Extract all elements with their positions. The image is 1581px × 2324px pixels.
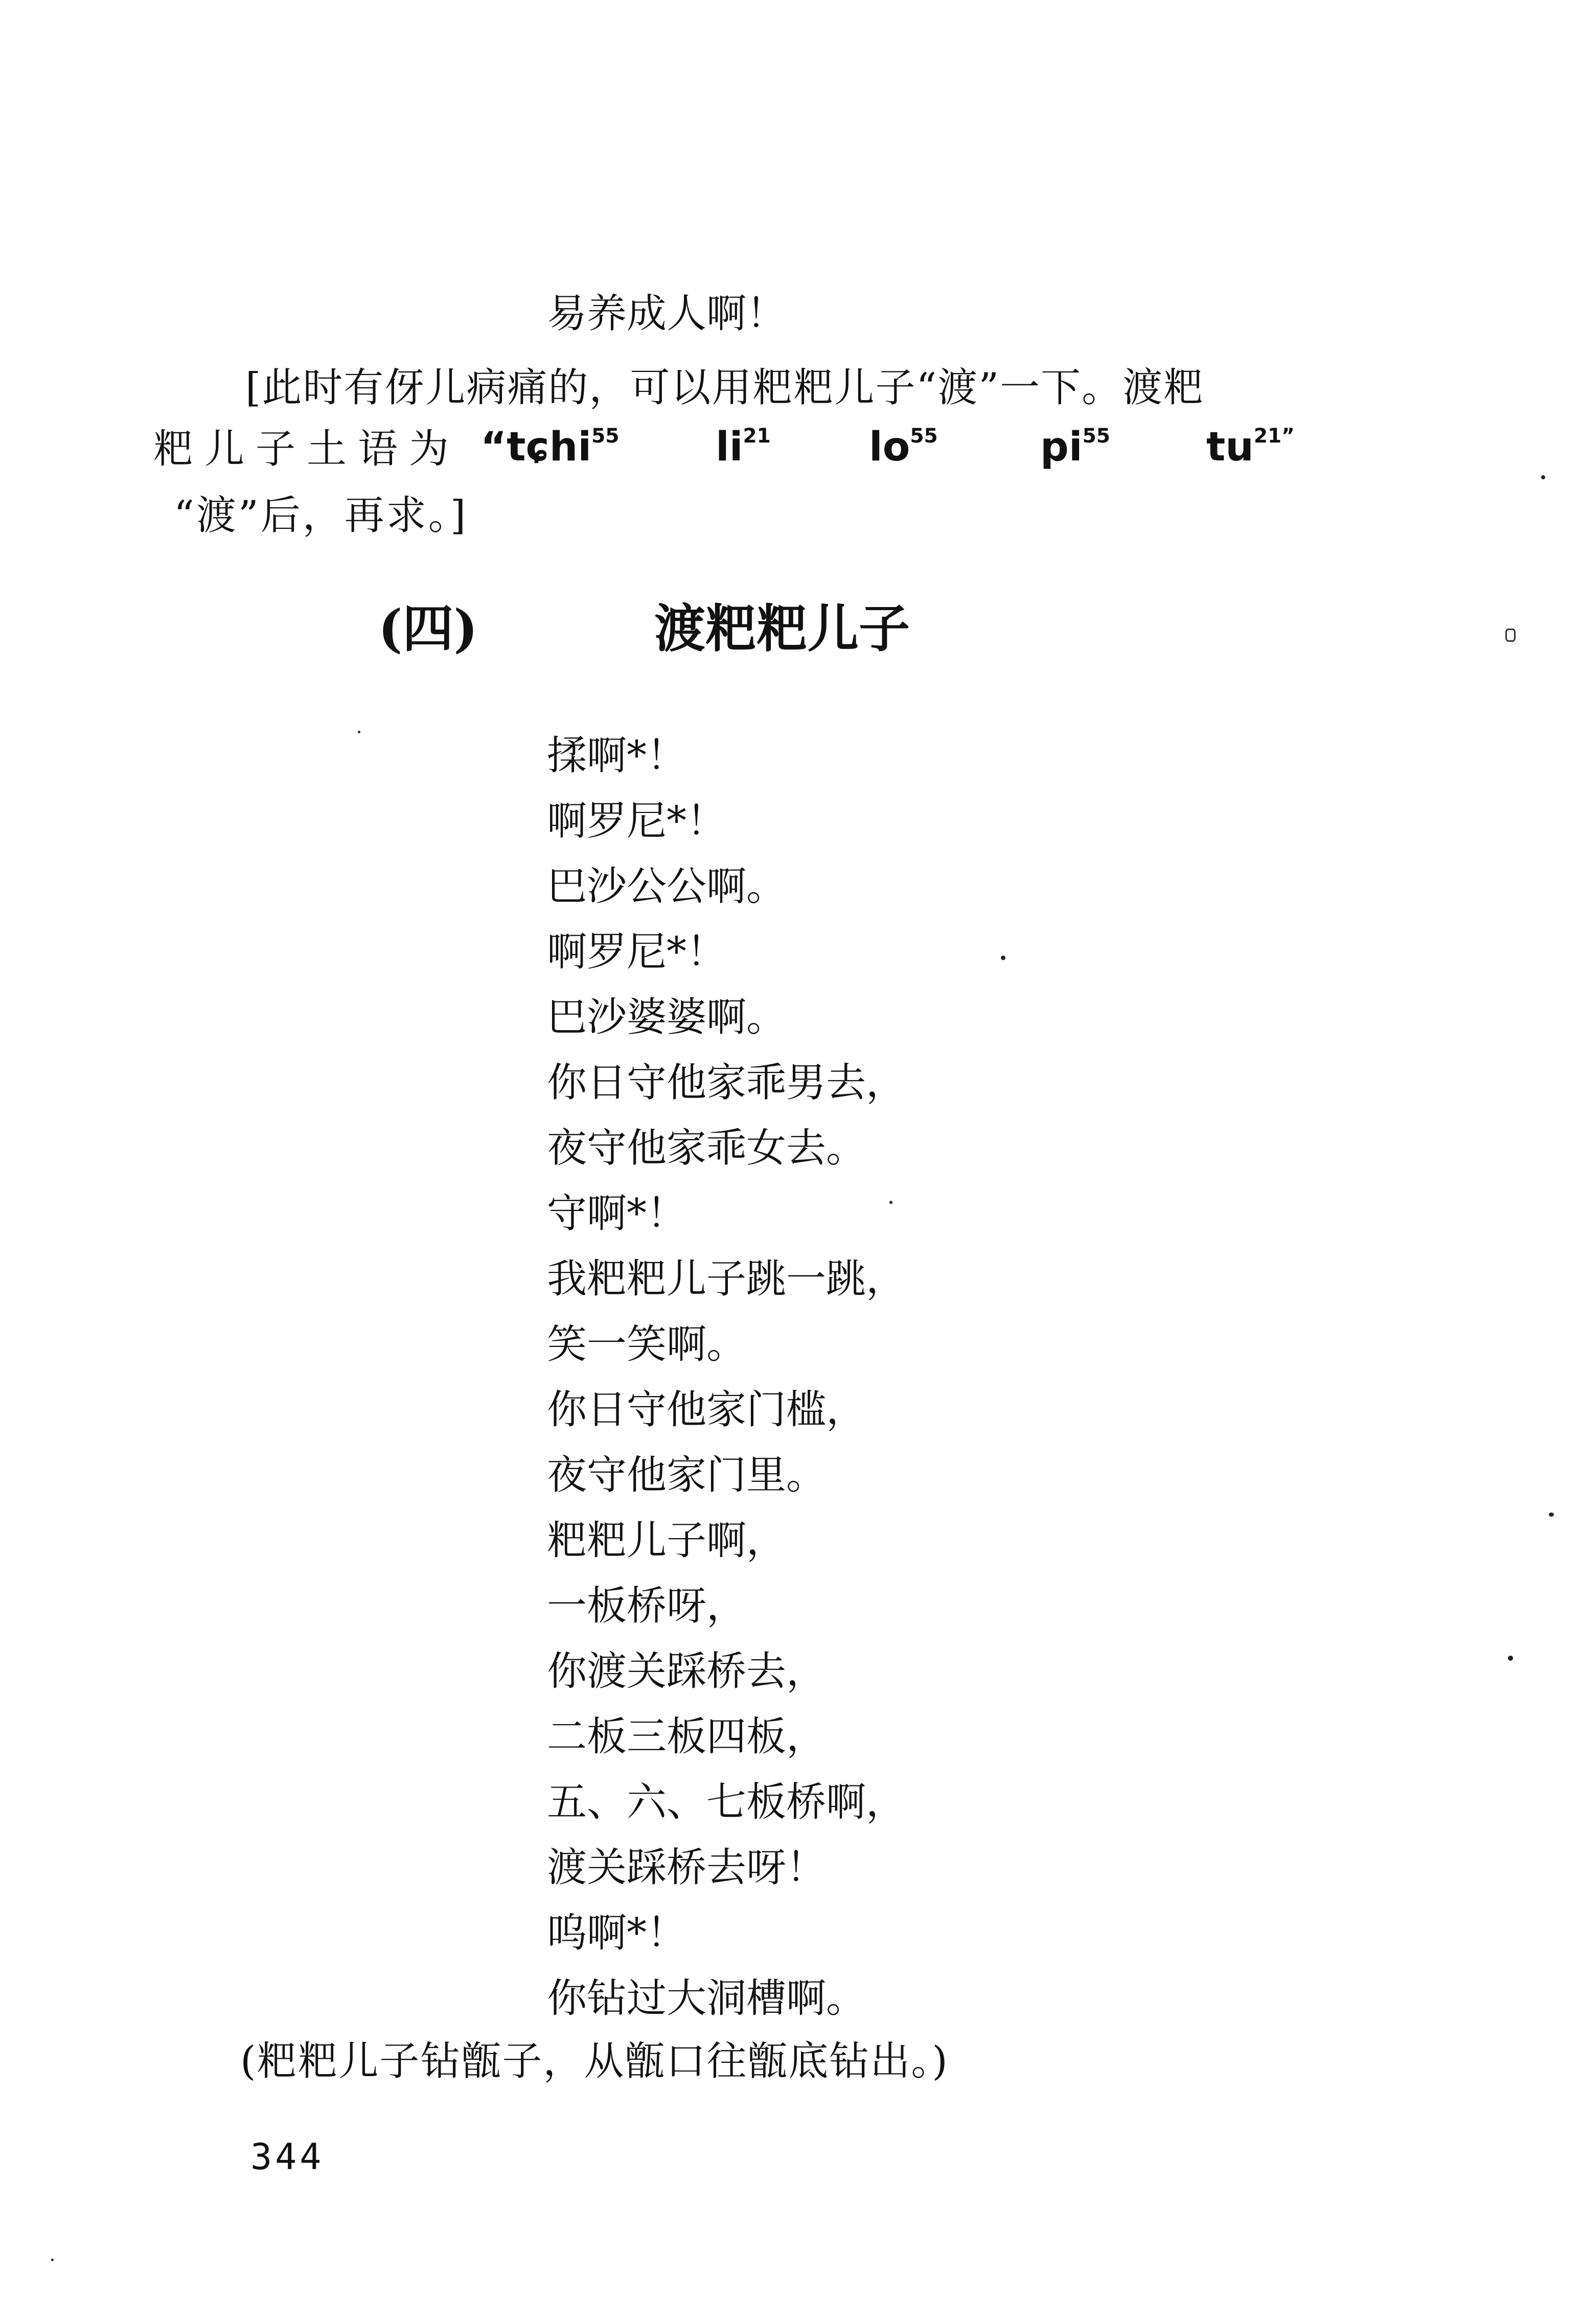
romanization-syllable: $tu^{21”}$ [1206, 424, 1295, 471]
poem-line: 你日守他家门槛， [547, 1387, 866, 1433]
scan-speck [51, 2259, 54, 2261]
poem-line: 你渡关踩桥去， [547, 1648, 827, 1694]
intro-line: 易养成人啊！ [547, 291, 787, 337]
section-title: 渡粑粑儿子 [654, 598, 910, 659]
closing-note: (粑粑儿子钻甑子，从甑口往甑底钻出。) [240, 2038, 949, 2084]
poem-line: 二板三板四板， [547, 1714, 827, 1760]
note-line-romanization [153, 424, 1295, 472]
poem-line: 五、六、七板桥啊， [547, 1779, 906, 1825]
scan-speck [358, 731, 360, 733]
romanization-syllable: $pi^{55}$ [1040, 424, 1110, 471]
romanization-syllable: “tɕhi$^{55}$ [480, 424, 620, 471]
scan-speck [1001, 956, 1005, 960]
note-line: “渡”后，再求。] [174, 493, 468, 539]
poem-line: 夜守他家乖女去。 [547, 1125, 866, 1171]
poem-line: 渡关踩桥去呀！ [547, 1845, 827, 1891]
poem-line: 我粑粑儿子跳一跳， [547, 1256, 906, 1302]
poem-line: 一板桥呀， [547, 1583, 747, 1629]
poem-line: 揉啊*！ [547, 733, 687, 779]
section-number: (四) [378, 598, 478, 659]
poem-line: 巴沙公公啊。 [547, 864, 787, 910]
poem-line: 呜啊*！ [547, 1910, 687, 1956]
scan-speck [1549, 1513, 1554, 1517]
scan-speck [1505, 629, 1516, 642]
note-prefix: 粑儿子土语为 [153, 426, 461, 472]
poem-line: 笑一笑啊。 [547, 1321, 747, 1367]
poem-line: 你钻过大洞槽啊。 [547, 1976, 866, 2021]
poem-line: 巴沙婆婆啊。 [547, 994, 787, 1040]
poem-line: 粑粑儿子啊， [547, 1518, 787, 1564]
scan-speck [1541, 475, 1545, 479]
note-line: [此时有伢儿病痛的，可以用粑粑儿子“渡”一下。渡粑 [245, 365, 1205, 411]
poem-line: 夜守他家门里。 [547, 1452, 827, 1498]
poem-line: 啊罗尼*！ [547, 929, 727, 975]
poem-line: 你日守他家乖男去， [547, 1060, 906, 1106]
poem-line: 守啊*！ [547, 1191, 687, 1237]
romanization-syllable: $lo^{55}$ [869, 424, 938, 471]
romanization-syllable: $li^{21}$ [716, 424, 771, 471]
page-number: 344 [250, 2136, 325, 2178]
scan-speck [889, 1201, 892, 1204]
scan-speck [1508, 1656, 1513, 1661]
poem-line: 啊罗尼*！ [547, 798, 727, 844]
